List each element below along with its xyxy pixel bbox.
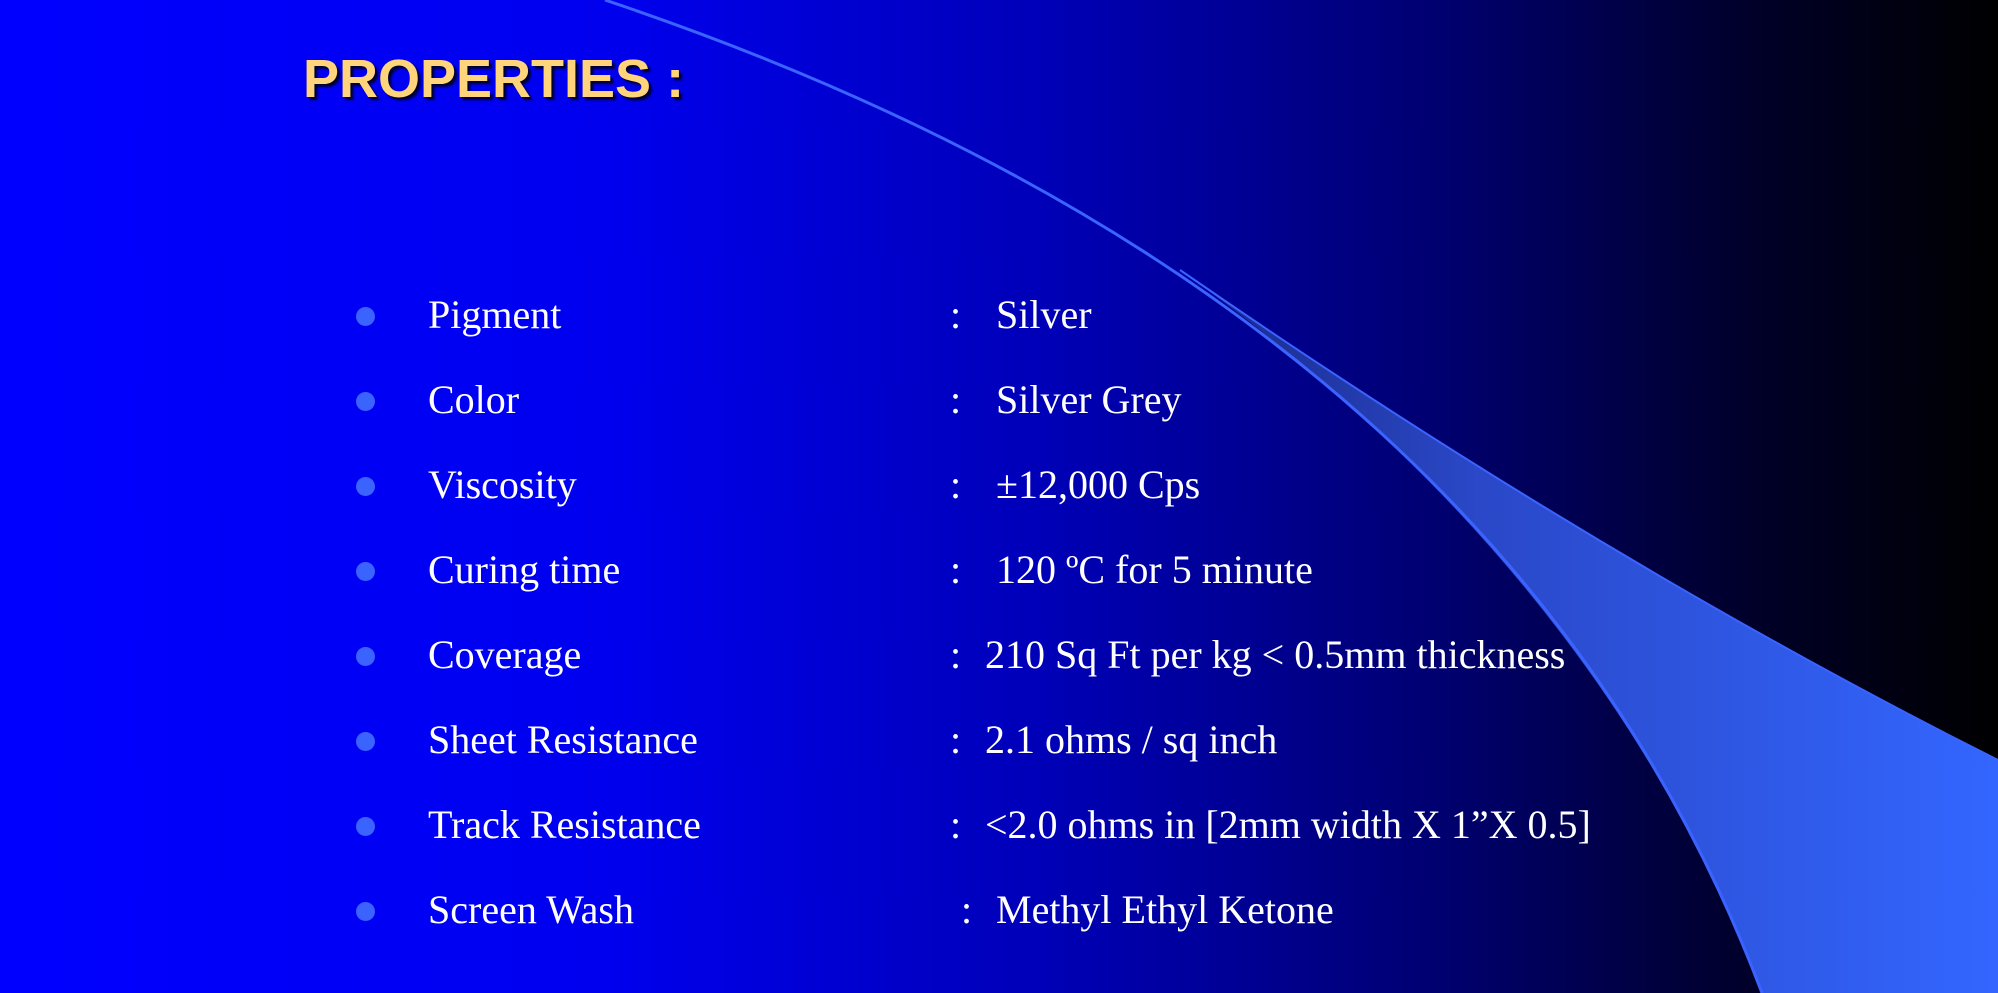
bullet-icon (356, 732, 375, 751)
property-label: Color (428, 377, 520, 422)
property-separator: : (950, 377, 962, 422)
property-value: 2.1 ohms / sq inch (985, 717, 1278, 762)
property-separator: : (950, 717, 962, 762)
property-separator: : (950, 547, 962, 592)
bullet-icon (356, 307, 375, 326)
property-row-curing-time (0, 542, 1998, 602)
property-row-screen-wash (0, 882, 1998, 942)
property-label: Screen Wash (428, 887, 634, 932)
bullet-icon (356, 902, 375, 921)
property-label: Track Resistance (428, 802, 701, 847)
bullet-icon (356, 647, 375, 666)
property-separator: : (961, 887, 973, 932)
property-value: ±12,000 Cps (996, 462, 1201, 507)
property-row-sheet-resistance (0, 712, 1998, 772)
property-separator: : (950, 292, 962, 337)
property-value: Methyl Ethyl Ketone (996, 887, 1334, 932)
property-separator: : (950, 462, 962, 507)
bullet-icon (356, 477, 375, 496)
property-label: Pigment (428, 292, 562, 337)
property-value: <2.0 ohms in [2mm width X 1”X 0.5] (985, 802, 1591, 847)
property-row-viscosity (0, 457, 1998, 517)
property-label: Viscosity (428, 462, 577, 507)
property-value: 210 Sq Ft per kg < 0.5mm thickness (985, 632, 1566, 677)
property-label: Coverage (428, 632, 582, 677)
property-label: Curing time (428, 547, 621, 592)
property-separator: : (950, 802, 962, 847)
property-value: Silver Grey (996, 377, 1182, 422)
bullet-icon (356, 817, 375, 836)
property-separator: : (950, 632, 962, 677)
slide-title: PROPERTIES : (303, 49, 685, 109)
property-row-track-resistance (0, 797, 1998, 857)
bullet-icon (356, 562, 375, 581)
property-row-pigment (0, 287, 1998, 347)
property-label: Sheet Resistance (428, 717, 698, 762)
property-value: Silver (996, 292, 1092, 337)
property-row-coverage (0, 627, 1998, 687)
bullet-icon (356, 392, 375, 411)
property-value: 120 ºC for 5 minute (996, 547, 1313, 592)
property-row-color (0, 372, 1998, 432)
